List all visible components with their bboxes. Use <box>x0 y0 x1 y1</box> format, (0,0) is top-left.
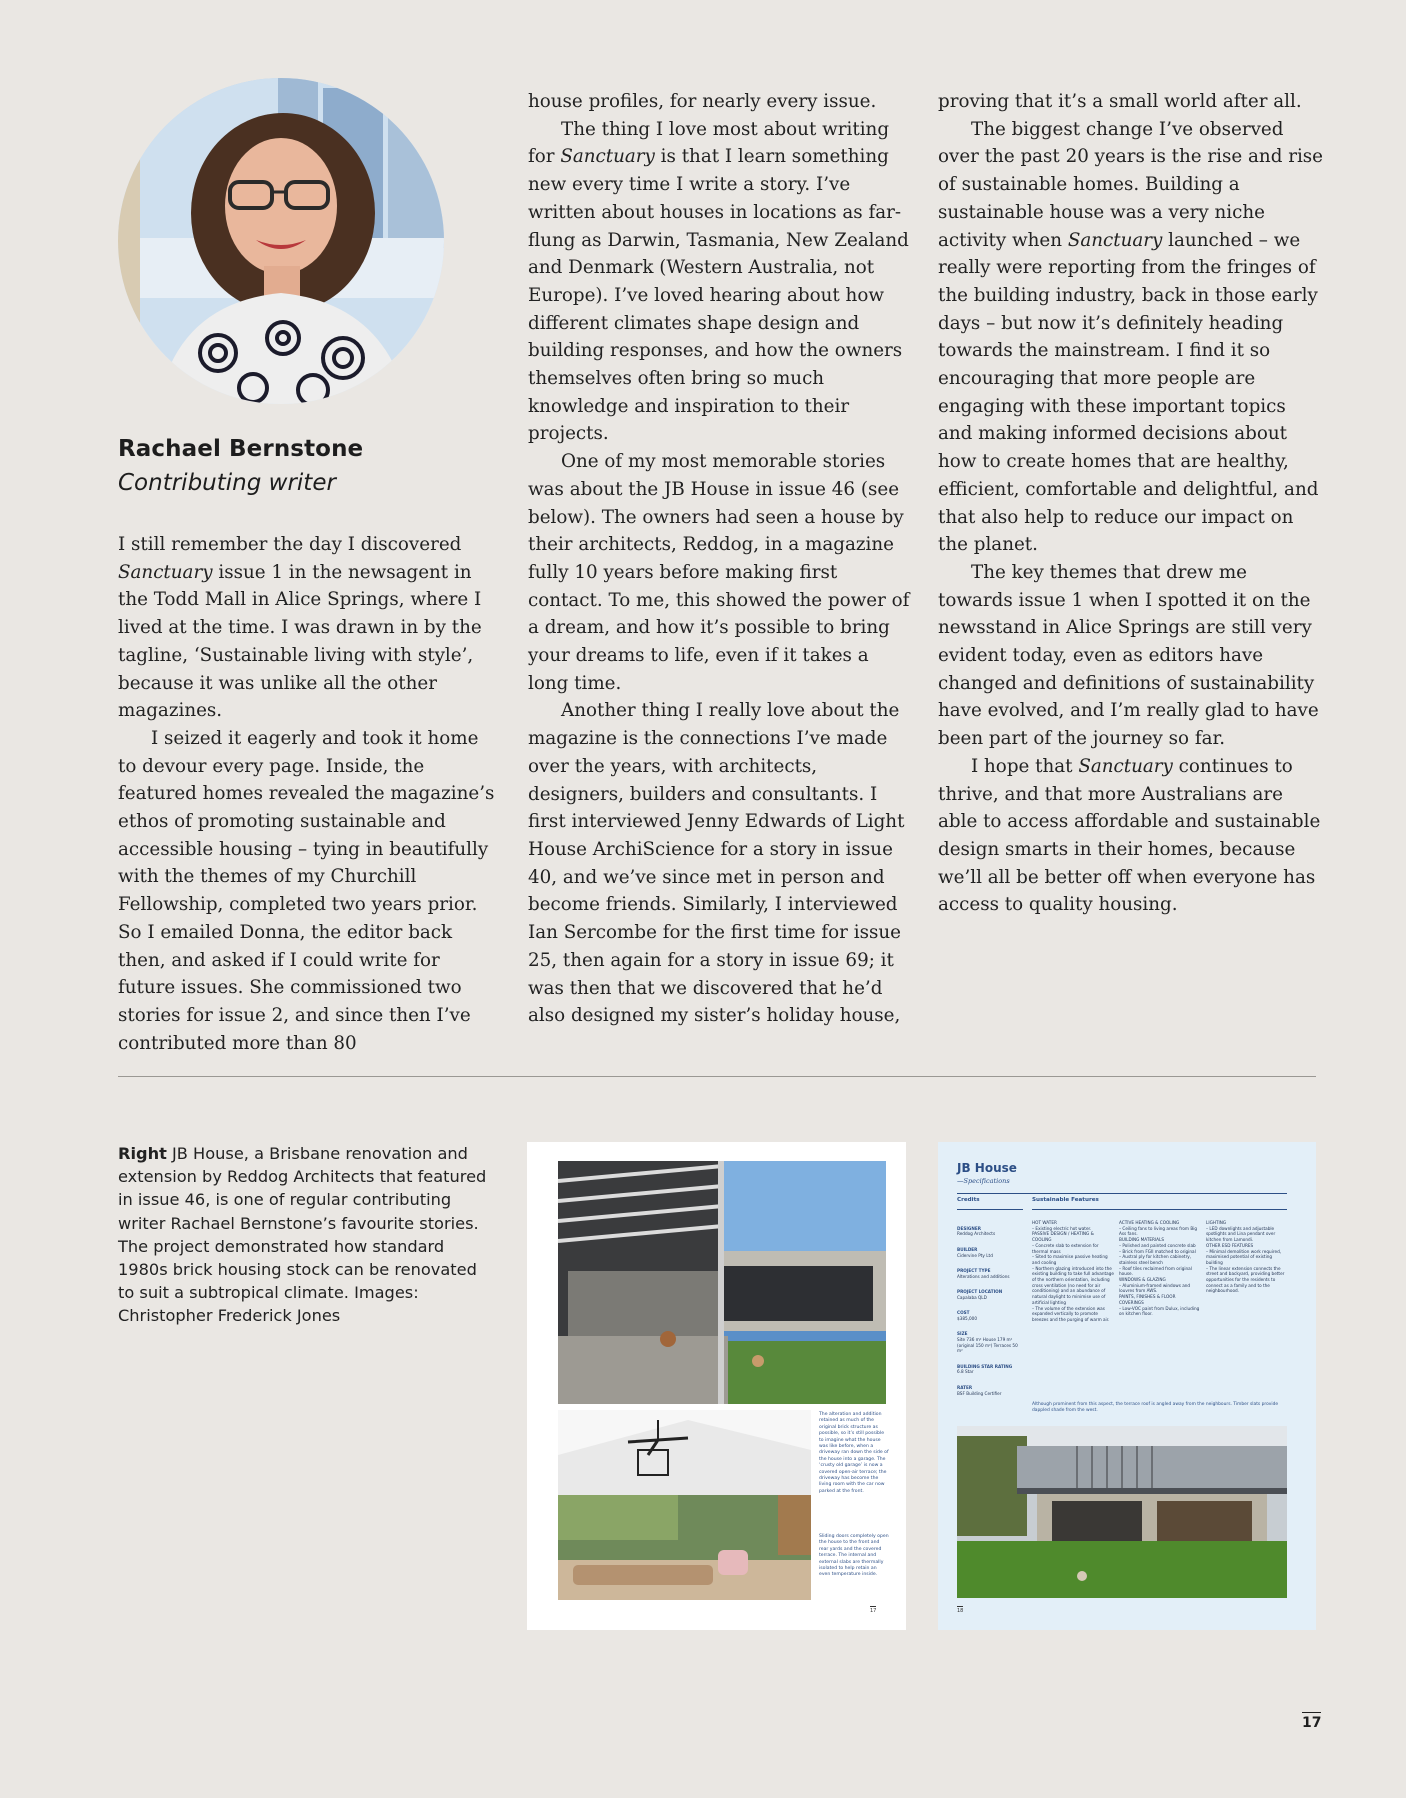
photo-exterior <box>957 1426 1287 1598</box>
credit-item: PROJECT TYPE Alterations and additions <box>957 1267 1010 1279</box>
article-column-2 <box>528 88 913 1030</box>
spec-subtitle: —Specifications <box>957 1177 1010 1185</box>
credit-item: RATER BSF Building Certifier <box>957 1384 1002 1396</box>
paragraph: The key themes that drew me towards issue 1 when I spotted it on the newsstand in Alice Springs are still very evident today, even as editors have changed and definitions of sustainability have evolved, and I’m really glad to have been part of the journey so far. <box>938 561 1319 750</box>
spec-photo-note: Although prominent from this aspect, the terrace roof is angled away from the neighbours. Timber slats provide dappled shade from the west. <box>1032 1402 1279 1413</box>
credit-item: COST $385,000 <box>957 1310 977 1321</box>
spec-features-col-1: HOT WATER – Existing electric hot water. PASSIVE DESIGN / HEATING & COOLING – Concrete slab to extension for thermal mass – Sited to maximise passive heating and cooling – Northern glazing introduced into the existing building to take full advantage of the northern orientation, including cross ventilation (no need for air conditioning) and an abundance of natural daylight to minimise use of artificial lighting – The volume of the extension was expanded vertically to promote breezes and the purging of warm air. <box>1032 1220 1114 1322</box>
paragraph: The biggest change I’ve observed over the past 20 years is the rise and rise of sustainable homes. Building a sustainable house was a very niche activity when Sanctuary launched – we really were reporting from the fringes of the building industry, back in those early days – but now it’s definitely heading towards the mainstream. I find it so encouraging that more people are engaging with these important topics and making informed decisions about how to create homes that are healthy, efficient, comfortable and delightful, and that also help to reduce our impact on the planet. <box>938 118 1324 556</box>
paragraph: Another thing I really love about the magazine is the connections I’ve made over the years, with architects, designers, builders and consultants. I first interviewed Jenny Edwards of Light House ArchiScience for a story in issue 40, and we’ve since met in person and become friends. Similarly, I interviewed Ian Sercombe for the first time for issue 25, then again for a story in issue 69; it was then that we discovered that he’d also designed my sister’s holiday house, <box>528 700 905 1027</box>
spec-features-col-3: LIGHTING – LED downlights and adjustable spotlights and Lina pendant over kitchen from Lamondi. OTHER ESD FEATURES – Minimal demolition work required, maximised potential of existing building – The linear extension connects the street and backyard, providing better opportunities for the residents to connect as a family and to the neighbourhood. <box>1206 1220 1285 1294</box>
paragraph: I still remember the day I discovered Sanctuary issue 1 in the newsagent in the Todd Mall in Alice Springs, where I lived at the time. I was drawn in by the tagline, ‘Sustainable living with style’, because it was unlike all the other magazines. <box>118 534 482 722</box>
image-caption: Right JB House, a Brisbane renovation and extension by Reddog Architects that featured in issue 46, is one of regular contributing writer Rachael Bernstone’s favourite stories. The project demonstrated how standard 1980s brick housing stock can be renovated to suit a subtropical climate. Images: Christopher Frederick Jones <box>118 1144 487 1326</box>
spec-credits-list <box>957 1220 1023 1402</box>
spec-features-head: Sustainable Features <box>1032 1197 1099 1203</box>
portrait-photo <box>118 78 444 404</box>
paragraph: The thing I love most about writing for Sanctuary is that I learn something new every time I write a story. I’ve written about houses in locations as far-flung as Darwin, Tasmania, New Zealand and Denmark (Western Australia, not Europe). I’ve loved hearing about how different climates shape design and building responses, and how the owners themselves often bring so much knowledge and inspiration to their projects. <box>528 118 909 445</box>
section-divider <box>118 1076 1316 1077</box>
spec-title: JB House <box>957 1161 1017 1175</box>
author-portrait <box>118 78 444 404</box>
spec-features-col-2: ACTIVE HEATING & COOLING – Ceiling fans to living areas from Big Ass fans. BUILDING MATERIALS – Polished and painted concrete slab – Brick from FGII matched to original – Austral ply for kitchen cabinetry, stainless steel bench – Roof tiles reclaimed from original house. WINDOWS & GLAZING – Aluminium-framed windows and louvres from AWS. PAINTS, FINISHES & FLOOR COVERINGS – Low-VOC paint from Dulux, including on kitchen floor. <box>1119 1220 1200 1317</box>
spec-rule-features <box>1032 1209 1287 1210</box>
spread-left-folio: 17 <box>870 1608 877 1614</box>
article-column-3 <box>938 88 1323 919</box>
credit-item: BUILDING STAR RATING 6.8 Star <box>957 1363 1013 1375</box>
spread-note-2: Sliding doors completely open the house to the front and rear yards and the covered terrace. The internal and external slabs are thermally isolated to help retain an even temperature inside. <box>819 1534 889 1578</box>
spread-right-thumbnail <box>938 1142 1316 1630</box>
paragraph: One of my most memorable stories was about the JB House in issue 46 (see below). The owners had seen a house by their architects, Reddog, in a magazine fully 10 years before making first contact. To me, this showed the power of a dream, and how it’s possible to bring your dreams to life, even if it takes a long time. <box>528 451 910 694</box>
page-number: 17 <box>1302 1712 1321 1731</box>
author-role: Contributing writer <box>118 470 336 496</box>
credit-item: DESIGNER Reddog Architects <box>957 1225 996 1237</box>
spread-right-folio: 18 <box>957 1608 964 1614</box>
spec-rule-credits <box>957 1209 1023 1210</box>
article-column-1 <box>118 531 498 1057</box>
paragraph: I hope that Sanctuary continues to thrive, and that more Australians are able to access affordable and sustainable design smarts in their homes, because we’ll all be better off when everyone has access to quality housing. <box>938 755 1321 916</box>
paragraph: house profiles, for nearly every issue. <box>528 91 877 112</box>
spec-rule-top <box>957 1193 1287 1194</box>
spread-note-1: The alteration and addition retained as much of the original brick structure as possible, so it’s still possible to imagine what the house was like before, when a driveway ran down the side of the house into a garage. The ‘crusty old garage’ is now a covered open-air terrace; the driveway has become the living room with the car now parked at the front. <box>819 1412 889 1494</box>
photo-terrace <box>558 1161 886 1404</box>
credit-item: SIZE Site 736 m² House 179 m² (original 150 m²) Terraces 50 m² <box>957 1331 1018 1354</box>
credit-item: BUILDER Cidervine Pty Ltd <box>957 1246 993 1258</box>
paragraph: proving that it’s a small world after all. <box>938 91 1302 112</box>
credit-item: PROJECT LOCATION Capalaba QLD <box>957 1289 1003 1300</box>
author-name: Rachael Bernstone <box>118 436 364 462</box>
spec-credits-head: Credits <box>957 1197 980 1203</box>
photo-living-room <box>558 1410 811 1600</box>
paragraph: I seized it eagerly and took it home to devour every page. Inside, the featured homes revealed the magazine’s ethos of promoting sustainable and accessible housing – tying in beautifully with the themes of my Churchill Fellowship, completed two years prior. So I emailed Donna, the editor back then, and asked if I could write for future issues. She commissioned two stories for issue 2, and since then I’ve contributed more than 80 <box>118 727 495 1054</box>
spread-left-thumbnail <box>527 1142 906 1630</box>
